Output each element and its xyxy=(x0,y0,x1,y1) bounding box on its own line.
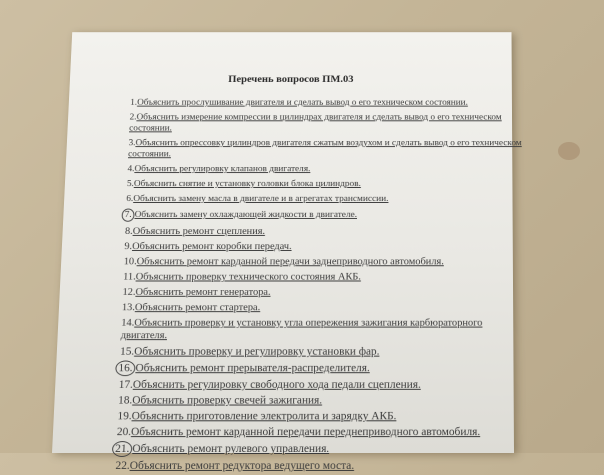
item-number: 14. xyxy=(121,317,135,329)
list-item xyxy=(118,378,525,392)
item-text: Объяснить ремонт коробки передач. xyxy=(131,241,292,252)
item-number: 5. xyxy=(126,178,135,189)
item-number: 16. xyxy=(115,361,136,377)
list-item xyxy=(129,112,524,134)
item-text: Объяснить регулировку клапанов двигателя. xyxy=(134,163,311,174)
list-item xyxy=(124,241,524,253)
item-text: Объяснить замену масла в двигателе и в агрегатах трансмиссии. xyxy=(133,193,389,204)
list-item-circled xyxy=(116,441,526,457)
item-number: 22. xyxy=(115,459,130,472)
paper-sheet xyxy=(52,32,522,472)
item-text: Объяснить ремонт карданной передачи переднеприводного автомобиля. xyxy=(130,426,481,439)
item-number: 9. xyxy=(124,241,133,252)
item-text: Объяснить проверку и установку угла опережения зажигания карбюраторного двигателя. xyxy=(120,317,483,342)
item-number: 17. xyxy=(118,379,134,391)
item-text: Объяснить прослушивание двигателя и сделать вывод о его техническом состоянии. xyxy=(136,97,468,108)
list-item xyxy=(126,194,524,205)
item-text: Объяснить проверку свечей зажигания. xyxy=(132,394,323,407)
item-number: 11. xyxy=(122,271,136,283)
item-number: 21. xyxy=(112,441,133,457)
item-text: Объяснить проверку технического состояния АКБ. xyxy=(135,271,361,283)
item-number: 12. xyxy=(122,287,136,298)
question-list xyxy=(115,97,526,474)
item-number: 1. xyxy=(130,97,138,108)
item-number: 3. xyxy=(128,137,136,149)
item-text: Объяснить ремонт редуктора ведущего моста. xyxy=(129,459,355,472)
list-item xyxy=(127,179,524,190)
list-item xyxy=(130,97,524,108)
item-number: 2. xyxy=(129,112,137,123)
item-number: 19. xyxy=(117,410,132,423)
item-text: Объяснить регулировку свободного хода педали сцепления. xyxy=(132,379,421,391)
item-number: 15. xyxy=(119,345,135,358)
item-number: 13. xyxy=(121,302,136,314)
list-item xyxy=(125,225,525,237)
item-text: Объяснить замену охлаждающей жидкости в двигателе. xyxy=(134,209,358,220)
list-item xyxy=(123,271,525,283)
item-text: Объяснить ремонт генератора. xyxy=(135,287,271,298)
item-text: Объяснить ремонт стартера. xyxy=(134,302,261,314)
item-text: Объяснить ремонт сцепления. xyxy=(132,226,266,237)
item-text: Объяснить опрессовку цилиндров двигателя сжатым воздухом и сделать вывод о его техническом состоянии. xyxy=(127,137,522,160)
item-number: 10. xyxy=(123,256,137,268)
list-item xyxy=(120,317,525,342)
list-item xyxy=(118,394,526,408)
item-text: Объяснить ремонт прерывателя-распределителя. xyxy=(135,362,370,375)
list-item-circled xyxy=(125,209,524,222)
table-stain xyxy=(558,142,580,160)
item-number: 18. xyxy=(117,394,133,407)
document-title: Перечень вопросов ПМ.03 xyxy=(228,73,354,85)
list-item xyxy=(117,409,526,423)
item-text: Объяснить снятие и установку головки блока цилиндров. xyxy=(133,178,361,189)
list-item-circled xyxy=(119,361,525,377)
list-item xyxy=(127,164,524,175)
item-text: Объяснить ремонт рулевого управления. xyxy=(132,443,330,455)
item-number: 20. xyxy=(116,426,132,439)
list-item xyxy=(117,425,526,439)
list-item xyxy=(122,302,525,314)
item-number: 8. xyxy=(124,226,133,237)
item-text: Объяснить приготовление электролита и зарядку АКБ. xyxy=(131,410,397,423)
item-number: 6. xyxy=(126,193,134,204)
list-item xyxy=(122,286,525,298)
item-text: Объяснить проверку и регулировку установки фар. xyxy=(133,345,380,358)
list-item xyxy=(128,138,524,160)
list-item xyxy=(115,459,526,473)
item-text: Объяснить измерение компрессии в цилиндрах двигателя и сделать вывод о его техническом состоянии. xyxy=(128,112,502,134)
item-text: Объяснить ремонт карданной передачи заднеприводного автомобиля. xyxy=(136,256,444,268)
list-item xyxy=(123,256,524,268)
item-number: 7. xyxy=(121,209,134,222)
item-number: 4. xyxy=(127,163,135,174)
list-item xyxy=(120,345,525,359)
